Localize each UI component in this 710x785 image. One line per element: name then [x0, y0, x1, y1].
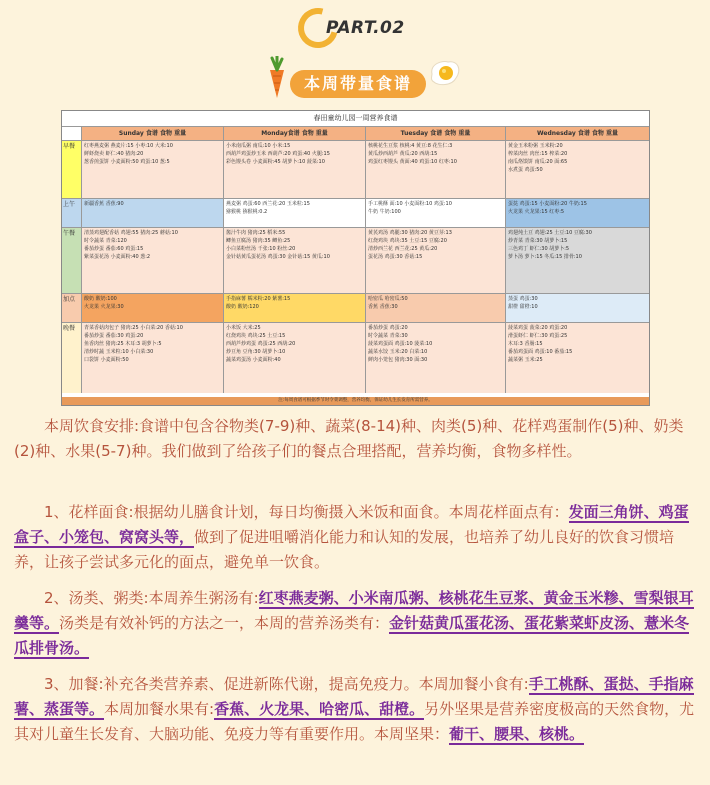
- menu-line: 蛋花汤 鸡蛋:30 香菇:15: [368, 254, 423, 260]
- menu-line: 火龙果 火龙果:30: [84, 304, 124, 310]
- menu-line: 哈密瓜 哈密瓜:50: [368, 296, 408, 302]
- menu-line: 鲜虾烧卖 虾仁:40 猪肉:20: [84, 151, 144, 157]
- fruit-highlight: 香蕉、火龙果、哈密瓜、甜橙。: [214, 700, 425, 718]
- carrot-icon: [262, 56, 292, 100]
- menu-cell: [506, 323, 649, 393]
- menu-line: 时令蔬菜 青菜:30: [368, 333, 408, 339]
- menu-line: 蔬菜水饺 玉米:20 白菜:10: [368, 349, 428, 355]
- menu-line: 番茄炒蛋 番茄:60 鸡蛋:15: [84, 246, 144, 252]
- menu-line: 时令蔬菜 青菜:120: [84, 238, 127, 244]
- menu-line: 鸡蛋红枣馒头 黄面:40 鸡蛋:10 红枣:10: [368, 159, 457, 165]
- menu-line: 鱼香肉丝 猪肉:25 木耳:3 胡萝卜:5: [84, 341, 162, 347]
- menu-cell: [366, 141, 506, 198]
- menu-line: 牛奶 牛奶:100: [368, 209, 401, 215]
- menu-line: 菠菜鸡蛋面 鸡蛋:10 菠菜:10: [368, 341, 433, 347]
- menu-line: 鸡翅炖土豆 鸡翅:25 土豆:10 豆腐:30: [508, 230, 592, 236]
- menu-line: 甜橙 甜橙:10: [508, 304, 538, 310]
- menu-line: 手工桃酥 面:10 小麦面粉:10 鸡蛋:10: [368, 201, 452, 207]
- header-blank: [62, 127, 82, 140]
- day-header-monday: Monday食谱 食物 重量: [224, 127, 366, 140]
- menu-cell: [82, 141, 224, 198]
- snack-highlight: 手工桃酥、蛋挞、手指麻薯、蒸蛋等。: [14, 675, 694, 718]
- menu-line: 西葫芦炒鸡蛋 鸡蛋:25 西葫:20: [226, 341, 296, 347]
- part-heading: [290, 6, 430, 50]
- menu-line: 菠菜鸡蛋 菠菜:20 鸡蛋:20: [508, 325, 568, 331]
- menu-line: 西葫芦鸡蛋炒玉米 西葫芦:20 鸡蛋:40 火腿:15: [226, 151, 330, 157]
- menu-line: 葱香煎蛋饼 小麦面粉:50 鸡蛋:10 葱:5: [84, 159, 170, 165]
- menu-line: 鲫鱼豆腐汤 猪肉:35 鲫鱼:25: [226, 238, 291, 244]
- menu-line: 酸奶 酸奶:120: [226, 304, 259, 310]
- menu-line: 青菜香菇肉包子 猪肉:25 小白菜:20 香菇:10: [84, 325, 183, 331]
- menu-line: 南瓜烙馍饼 南瓜:20 面:65: [508, 159, 568, 165]
- menu-line: 蔬菜鸡蛋汤 小麦面粉:40: [226, 357, 281, 363]
- meal-label: 晚餐: [62, 323, 82, 393]
- menu-line: 黄芪鸡汤 鸡腿:30 猪肉:20 黄豆芽:13: [368, 230, 452, 236]
- menu-cell: [82, 294, 224, 322]
- menu-line: 萝卜汤 萝卜:15 冬瓜:15 排骨:10: [508, 254, 582, 260]
- menu-line: 酸奶 酸奶:100: [84, 296, 117, 302]
- part-label: PART.02: [326, 18, 405, 38]
- menu-line: 新疆香蕉 香蕉:90: [84, 201, 124, 207]
- porridge-highlight: 红枣燕麦粥、小米南瓜粥、核桃花生豆浆、黄金玉米糁、雪梨银耳羹等。: [14, 589, 694, 632]
- menu-cell: [366, 228, 506, 293]
- fruit-intro: 本周加餐水果有:: [104, 700, 215, 718]
- table-row-breakfast: [62, 141, 649, 199]
- menu-line: 炒豆角 豆角:30 胡萝卜:10: [226, 349, 286, 355]
- menu-cell: [224, 141, 366, 198]
- menu-cell: [506, 141, 649, 198]
- menu-cell: [366, 323, 506, 393]
- soup-middle: 汤类是有效补钙的方法之一，本周的营养汤类有：: [59, 614, 390, 632]
- soup-intro: 2、汤类、粥类:本周养生粥汤有:: [44, 589, 259, 607]
- meal-label: 加点: [62, 294, 82, 322]
- soup-highlight: 金针菇黄瓜蛋花汤、蛋花紫菜虾皮汤、薏米冬瓜排骨汤。: [14, 614, 690, 657]
- table-title: 春田童幼儿园一周营养食谱: [62, 111, 649, 127]
- menu-line: 金针菇黄瓜蛋花汤 鸡蛋:30 金针菇:15 黄瓜:10: [226, 254, 330, 260]
- menu-line: 蛋挞 鸡蛋:15 小麦面粉:20 牛奶:15: [508, 201, 587, 207]
- table-row-lunch: [62, 228, 649, 294]
- menu-cell: [82, 228, 224, 293]
- menu-line: 口袋饼 小麦面粉:50: [84, 357, 129, 363]
- menu-line: 紫菜蛋花汤 小麦面粉:40 葱:2: [84, 254, 151, 260]
- menu-line: 黄瓜炒西葫芦 黄瓜:20 西葫:15: [368, 151, 438, 157]
- section-title: [262, 56, 462, 104]
- title-banner: 本周带量食谱: [290, 70, 426, 98]
- menu-cell: [224, 294, 366, 322]
- menu-line: 滑蛋虾仁 虾仁:30 鸡蛋:25: [508, 333, 568, 339]
- menu-line: 清炒时蔬 玉米粒:10 小白菜:30: [84, 349, 154, 355]
- menu-cell: [506, 228, 649, 293]
- menu-line: 香蕉 香蕉:30: [368, 304, 398, 310]
- menu-cell: [224, 228, 366, 293]
- paragraph-summary: [14, 414, 696, 464]
- table-footnote: 注:每周食谱可根据季节时令菜调整，营养均衡，保证幼儿生长发育所需营养。: [62, 397, 649, 405]
- menu-cell: [82, 323, 224, 393]
- snack-intro: 3、加餐:补充各类营养素、促进新陈代谢，提高免疫力。本周加餐小食有:: [44, 675, 529, 693]
- menu-line: 三色鸡丁 虾仁:30 胡萝卜:5: [508, 246, 570, 252]
- table-header-row: [62, 127, 649, 141]
- menu-line: 燕麦粥 鸡蛋:60 西兰花:20 玉米粒:15: [226, 201, 310, 207]
- menu-line: 鲜肉小笼包 猪肉:30 面:30: [368, 357, 428, 363]
- menu-line: 榨菜肉丝 肉丝:15 榨菜:20: [508, 151, 568, 157]
- fried-egg-icon: [428, 58, 462, 88]
- menu-cell: [366, 294, 506, 322]
- menu-line: 手指麻薯 糯米粉:20 紫薯:15: [226, 296, 291, 302]
- nut-highlight: 葡干、腰果、核桃。: [449, 725, 585, 743]
- menu-line: 番茄炒蛋 鸡蛋:20: [368, 325, 408, 331]
- menu-line: 彩色馒头卷 小麦面粉:45 胡萝卜:10 菠菜:10: [226, 159, 325, 165]
- menu-line: 核桃花生豆浆 核桃:4 黄豆:8 花生仁:3: [368, 143, 453, 149]
- menu-line: 清蒸鸡翅配香菇 鸡翅:55 猪肉:25 蘑菇:10: [84, 230, 178, 236]
- menu-line: 红枣燕麦粥 燕麦片:15 小枣:10 大米:10: [84, 143, 173, 149]
- table-grid: [62, 127, 649, 393]
- day-header-sunday: Sunday 食谱 食物 重量: [82, 127, 224, 140]
- meal-label: 早餐: [62, 141, 82, 198]
- day-header-wednesday: Wednesday 食谱 食物 重量: [506, 127, 649, 140]
- meal-label: 上午: [62, 199, 82, 227]
- nut-intro: 另外坚果是营养密度极高的天然食物，尤其对儿童生长发育、大脑功能、免疫力等有重要作用。本周坚果：: [14, 700, 695, 743]
- menu-line: 火龙果 火龙果:15 红枣:5: [508, 209, 565, 215]
- paragraph-pastry: [14, 500, 696, 575]
- menu-cell: [82, 199, 224, 227]
- pastry-highlight: 发面三角饼、鸡蛋盒子、小笼包、窝窝头等，: [14, 503, 689, 546]
- menu-line: 番茄炒蛋 番茄:30 鸡蛋:20: [84, 333, 144, 339]
- menu-cell: [506, 294, 649, 322]
- paragraph-soup: [14, 586, 696, 661]
- table-row-morning: [62, 199, 649, 228]
- menu-line: 红烧鸡块 鸡块:25 土豆:15: [226, 333, 286, 339]
- pastry-intro: 1、花样面食:根据幼儿膳食计划，每日均衡摄入米饭和面食。本周花样面点有：: [44, 503, 569, 521]
- summary-text: 本周饮食安排:食谱中包含谷物类(7-9)种、蔬菜(8-14)种、肉类(5)种、花样鸡蛋制作(5)种、奶类(2)种、水果(5-7)种。我们做到了给孩子们的餐点合理搭配，营养均衡，食物多样性。: [14, 417, 684, 460]
- menu-cell: [224, 199, 366, 227]
- weekly-menu-table: [61, 110, 650, 406]
- menu-line: 番茄鸡蛋面 鸡蛋:10 番茄:15: [508, 349, 573, 355]
- meal-label: 午餐: [62, 228, 82, 293]
- table-row-snack: [62, 294, 649, 323]
- paragraph-snacks: [14, 672, 696, 747]
- menu-line: 酱汁牛肉 猪肉:25 稻米:55: [226, 230, 286, 236]
- menu-cell: [224, 323, 366, 393]
- menu-line: 水煮蛋 鸡蛋:50: [508, 167, 543, 173]
- menu-line: 木耳:3 香肠:15: [508, 341, 543, 347]
- menu-line: 小白菜粉丝汤 千张:10 粉丝:20: [226, 246, 296, 252]
- menu-line: 小米饭 大米:25: [226, 325, 261, 331]
- pastry-rest: 做到了促进咀嚼消化能力和认知的发展，也培养了幼儿良好的饮食习惯培养，让孩子尝试多元化的面点，避免单一饮食。: [14, 528, 675, 571]
- menu-cell: [506, 199, 649, 227]
- menu-line: 猕猴桃 猕猴桃:0.2: [226, 209, 268, 215]
- menu-line: 小米南瓜粥 南瓜:10 小米:15: [226, 143, 291, 149]
- day-header-tuesday: Tuesday 食谱 食物 重量: [366, 127, 506, 140]
- menu-line: 清炒西兰花 西兰花:25 黄瓜:20: [368, 246, 438, 252]
- menu-line: 蔬菜粥 玉米:25: [508, 357, 543, 363]
- menu-line: 炒青菜 青菜:30 胡萝卜:15: [508, 238, 568, 244]
- menu-line: 蒸蛋 鸡蛋:30: [508, 296, 538, 302]
- menu-line: 红烧鸡块 鸡块:35 土豆:15 豆腐:20: [368, 238, 447, 244]
- table-row-dinner: [62, 323, 649, 393]
- menu-cell: [366, 199, 506, 227]
- menu-line: 黄金玉米粉粥 玉米粉:20: [508, 143, 563, 149]
